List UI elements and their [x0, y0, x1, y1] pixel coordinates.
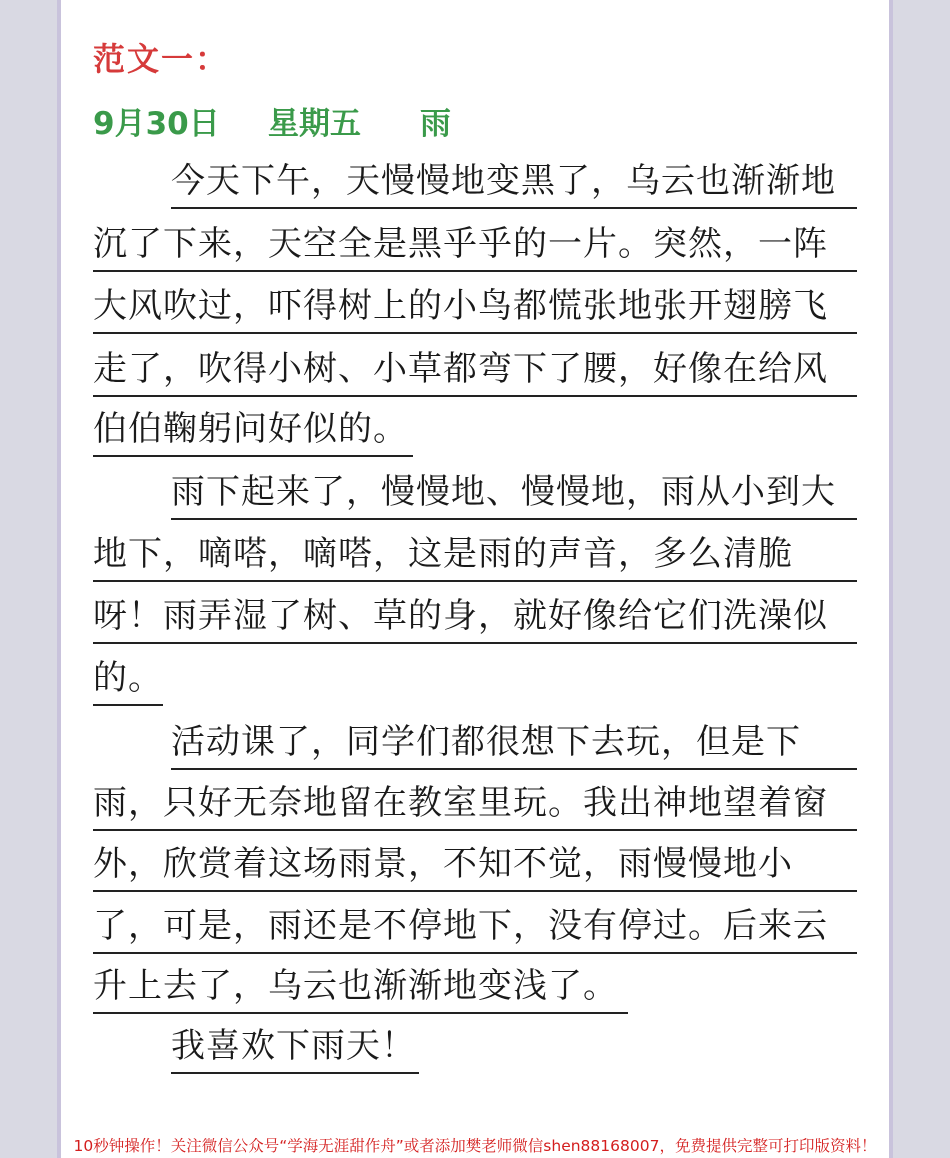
essay-line: 雨，只好无奈地留在教室里玩。我出神地望着窗	[93, 777, 857, 831]
essay-line: 沉了下来，天空全是黑乎乎的一片。突然，一阵	[93, 218, 857, 272]
essay-heading: 范文一：	[93, 40, 230, 78]
essay-line: 今天下午，天慢慢地变黑了，乌云也渐渐地	[171, 155, 857, 209]
essay-line: 走了，吹得小树、小草都弯下了腰，好像在给风	[93, 343, 857, 397]
promo-footer: 10秒钟操作！关注微信公众号“学海无涯甜作舟”或者添加樊老师微信shen88168007，免费提供完整可打印版资料！	[73, 1137, 877, 1155]
date-day: 9月30日	[93, 106, 220, 142]
essay-line: 的。	[93, 652, 163, 706]
essay-line: 大风吹过，吓得树上的小鸟都慌张地张开翅膀飞	[93, 280, 857, 334]
essay-line: 外，欣赏着这场雨景，不知不觉，雨慢慢地小	[93, 838, 857, 892]
essay-line: 地下，嘀嗒，嘀嗒，这是雨的声音，多么清脆	[93, 528, 857, 582]
date-weather: 雨	[420, 106, 451, 142]
essay-line: 呀！雨弄湿了树、草的身，就好像给它们洗澡似	[93, 590, 857, 644]
essay-line: 我喜欢下雨天！	[171, 1020, 419, 1074]
essay-line: 雨下起来了，慢慢地、慢慢地，雨从小到大	[171, 466, 857, 520]
essay-line: 活动课了，同学们都很想下去玩，但是下	[171, 716, 857, 770]
essay-line: 伯伯鞠躬问好似的。	[93, 403, 413, 457]
date-line	[93, 98, 451, 143]
essay-line: 了，可是，雨还是不停地下，没有停过。后来云	[93, 900, 857, 954]
date-weekday: 星期五	[268, 106, 361, 142]
essay-line: 升上去了，乌云也渐渐地变浅了。	[93, 960, 628, 1014]
